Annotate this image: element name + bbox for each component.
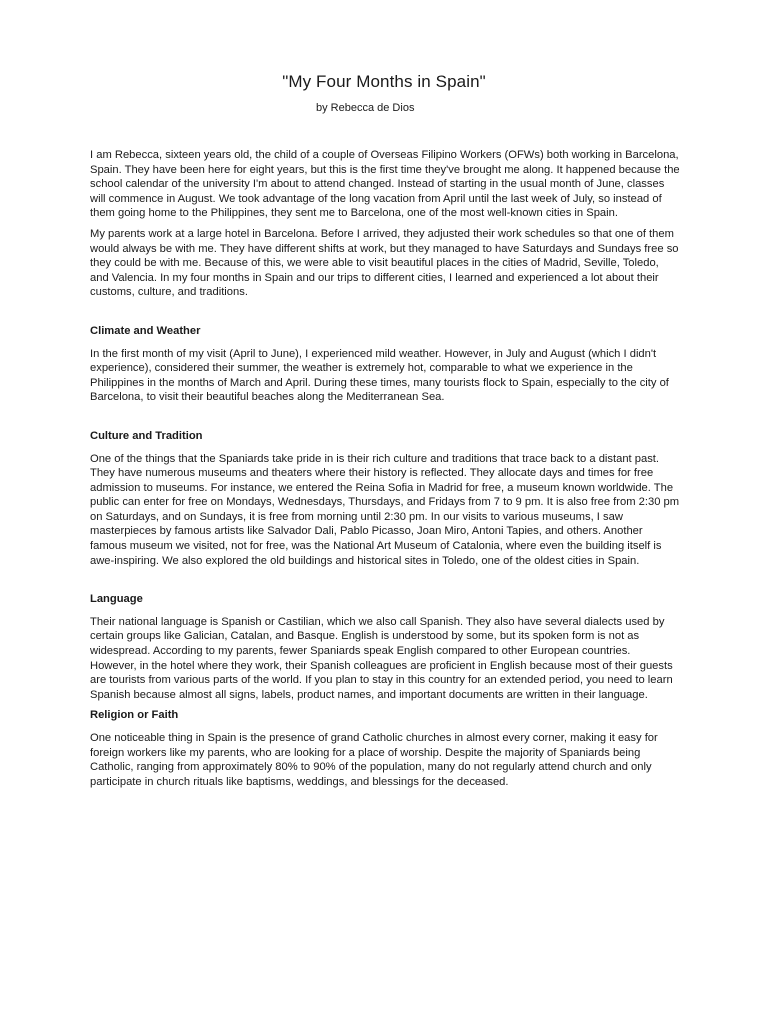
- document-byline: by Rebecca de Dios: [316, 102, 415, 114]
- section-heading-culture: Culture and Tradition: [90, 429, 203, 442]
- intro-paragraph-1: I am Rebecca, sixteen years old, the child of a couple of Overseas Filipino Workers (OFWs) both working in Barcelona, Spain. They have been here for eight years, but this is the first time they've brought me along. It happened because the school calendar of the university I'm about to attend changed. Instead of starting in the usual month of June, classes will commence in August. We took advantage of the long vacation from April until the last week of July, so instead of them going home to the Philippines, they sent me to Barcelona, one of the most well-known cities in Spain.: [90, 149, 680, 220]
- intro-paragraph-2: My parents work at a large hotel in Barcelona. Before I arrived, they adjusted their work schedules so that one of them would always be with me. They have different shifts at work, but they managed to have Saturdays and Sundays free so they could be with me. Because of this, we were able to visit beautiful places in the cities of Madrid, Seville, Toledo, and Valencia. In my four months in Spain and our trips to different cities, I learned and experienced a lot about their customs, culture, and traditions.: [90, 227, 679, 299]
- section-heading-religion: Religion or Faith: [90, 709, 179, 722]
- section-heading-language: Language: [90, 593, 143, 606]
- document-body: [90, 148, 680, 795]
- section-text-religion: One noticeable thing in Spain is the presence of grand Catholic churches in almost every corner, making it easy for foreign workers like my parents, who are looking for a place of worship. Despite the majority of Spaniards being Catholic, ranging from approximately 80% to 90% of the population, many do not regularly attend church and only participate in church rituals like baptisms, weddings, and blessings for the deceased.: [90, 732, 658, 788]
- document-title: "My Four Months in Spain": [282, 72, 486, 91]
- section-heading-climate: Climate and Weather: [90, 324, 201, 337]
- section-text-language: Their national language is Spanish or Castilian, which we also call Spanish. They also have several dialects used by certain groups like Galician, Catalan, and Basque. English is understood by some, but its spoken form is not as widespread. According to my parents, fewer Spaniards speak English compared to other European countries. However, in the hotel where they work, their Spanish colleagues are proficient in English because most of their guests are tourists from various parts of the world. If you plan to stay in this country for an extended period, you need to learn Spanish because almost all signs, labels, product names, and important documents are written in their language.: [90, 615, 673, 701]
- section-text-culture: One of the things that the Spaniards take pride in is their rich culture and traditions that trace back to a distant past. They have numerous museums and theaters where their history is reflected. They allocate days and times for free admission to museums. For instance, we entered the Reina Sofia in Madrid for free, a museum known worldwide. The public can enter for free on Mondays, Wednesdays, Thursdays, and Fridays from 7 to 9 pm. It is also free from 2:30 pm on Saturdays, and on Sundays, it is free from morning until 2:30 pm. In our visits to various museums, I saw masterpieces by famous artists like Salvador Dali, Pablo Picasso, Joan Miro, Antoni Tapies, and others. Another famous museum we visited, not for free, was the National Art Museum of Catalonia, where even the building itself is awe-inspiring. We also explored the old buildings and historical sites in Toledo, one of the oldest cities in Spain.: [90, 452, 680, 567]
- section-text-climate: In the first month of my visit (April to June), I experienced mild weather. However, in July and August (which I didn't experience), considered their summer, the weather is extremely hot, comparable to what we experience in the Philippines in the months of March and April. During these times, many tourists flock to Spain, especially to the city of Barcelona, to visit their beautiful beaches along the Mediterranean Sea.: [90, 347, 669, 404]
